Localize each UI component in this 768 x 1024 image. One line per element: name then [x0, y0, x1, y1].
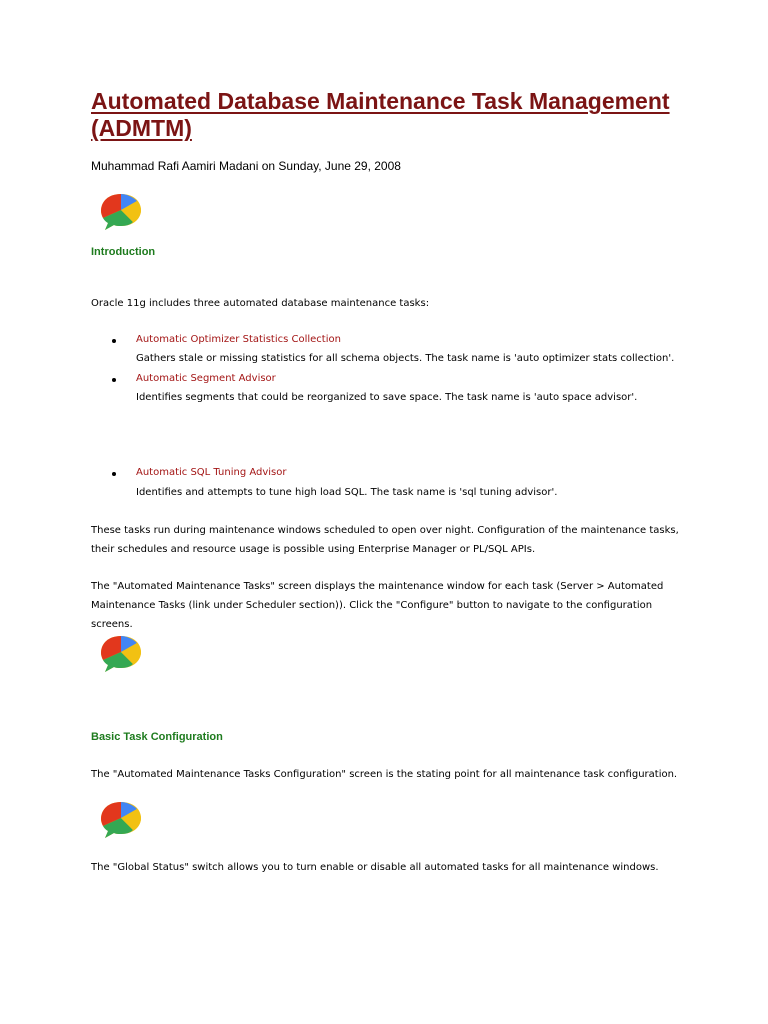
- byline: Muhammad Rafi Aamiri Madani on Sunday, June 29, 2008: [91, 159, 401, 173]
- section-heading-basic-task-configuration: Basic Task Configuration: [91, 731, 223, 743]
- bullet-marker: [112, 470, 120, 478]
- link-segment-advisor[interactable]: Automatic Segment Advisor: [136, 373, 276, 384]
- desc-sql-tuning-advisor: Identifies and attempts to tune high load SQL. The task name is 'sql tuning advisor'.: [136, 487, 558, 498]
- desc-optimizer-stats: Gathers stale or missing statistics for all schema objects. The task name is 'auto optimizer stats collection'.: [136, 353, 675, 364]
- google-buzz-icon[interactable]: [98, 800, 144, 840]
- paragraph-automated-tasks-screen: The "Automated Maintenance Tasks" screen displays the maintenance window for each task (Server > Automated Maintenance Tasks (link under Scheduler section)). Click the "Configure" button to navigate to the configuration screens.: [91, 581, 664, 630]
- paragraph-global-status: The "Global Status" switch allows you to turn enable or disable all automated tasks for all maintenance windows.: [91, 862, 659, 873]
- intro-text: Oracle 11g includes three automated database maintenance tasks:: [91, 298, 430, 309]
- google-buzz-icon[interactable]: [98, 192, 144, 232]
- paragraph-configuration-screen: The "Automated Maintenance Tasks Configuration" screen is the stating point for all maintenance task configuration.: [91, 769, 678, 780]
- page-title: Automated Database Maintenance Task Management (ADMTM): [91, 88, 670, 141]
- desc-segment-advisor: Identifies segments that could be reorganized to save space. The task name is 'auto space advisor'.: [136, 392, 638, 403]
- bullet-marker: [112, 376, 120, 384]
- google-buzz-icon[interactable]: [98, 634, 144, 674]
- paragraph-maintenance-windows: These tasks run during maintenance windows scheduled to open over night. Configuration of the maintenance tasks, their schedules and resource usage is possible using Enterprise Manager or PL/SQL APIs.: [91, 525, 679, 555]
- link-sql-tuning-advisor[interactable]: Automatic SQL Tuning Advisor: [136, 467, 287, 478]
- link-optimizer-stats[interactable]: Automatic Optimizer Statistics Collection: [136, 334, 341, 345]
- bullet-marker: [112, 337, 120, 345]
- section-heading-introduction: Introduction: [91, 246, 156, 258]
